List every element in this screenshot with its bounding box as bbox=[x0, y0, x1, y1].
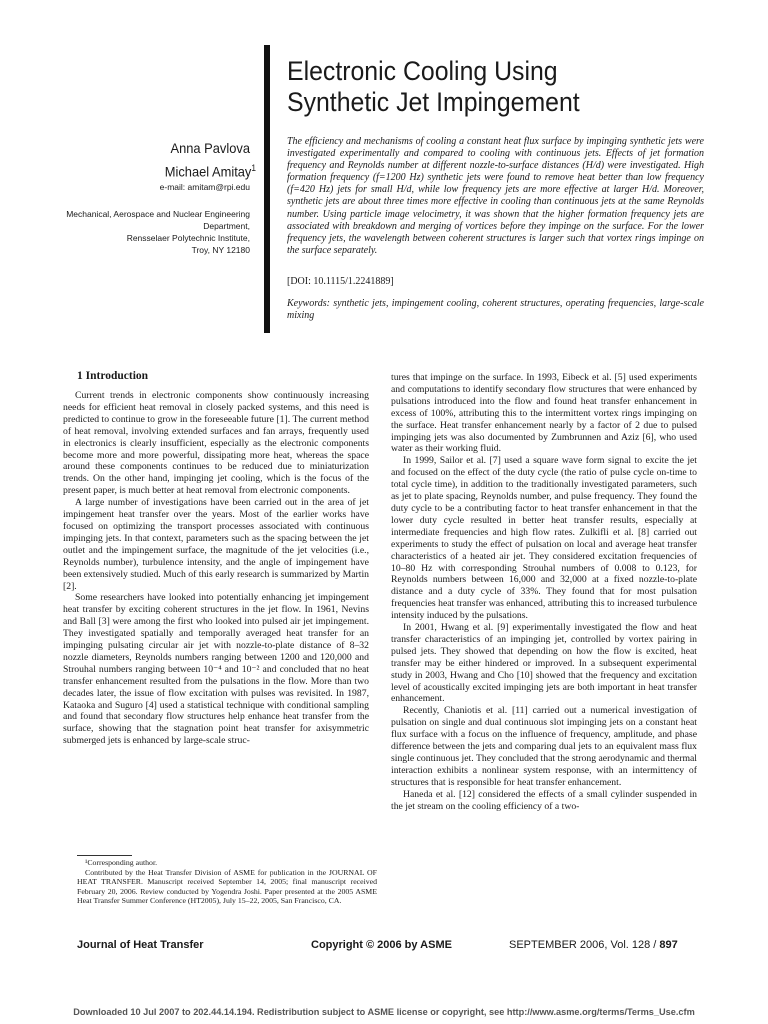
affiliation-line: Department, bbox=[203, 221, 250, 231]
footer-journal: Journal of Heat Transfer bbox=[77, 939, 204, 951]
doi: [DOI: 10.1115/1.2241889] bbox=[287, 276, 394, 287]
author-name: Anna Pavlova bbox=[170, 140, 250, 156]
author-name-text: Michael Amitay bbox=[164, 163, 252, 180]
paragraph: Recently, Chaniotis et al. [11] carried out a numerical investigation of pulsation on single and dual continuous slot impinging jets on a constant heat flux surface with a focus on the influence of frequency, amplitude, and phase difference between the jets and comparing dual jets to an equivalent mass flux single continuous jet. They concluded that the strong aerodynamic and thermal interaction exhibits a nonlinear system response, with an intermittency of structures that is responsible for heat transfer enhancement. bbox=[391, 705, 697, 788]
keywords: Keywords: synthetic jets, impingement cooling, coherent structures, operating frequencies, large-scale mixing bbox=[287, 298, 704, 322]
paragraph: A large number of investigations have been carried out in the area of jet impingement heat transfer over the years. Most of the earlier works have focused on optimizing the transport processes associated with continuous impinging jets. In that context, parameters such as the spacing between the jet outlet and the impingement surface, the magnitude of the jet velocities (i.e., Reynolds number), turbulence intensity, and the angle of impingement have been extensively studied. Much of this early research is summarized by Martin [2]. bbox=[63, 497, 369, 592]
section-heading: 1 Introduction bbox=[77, 370, 149, 382]
footnote-divider bbox=[77, 855, 132, 856]
title-line: Synthetic Jet Impingement bbox=[287, 87, 580, 117]
footnote: Contributed by the Heat Transfer Division of ASME for publication in the JOURNAL OF HEAT TRANSFER. Manuscript received September 14, 2005; final manuscript received February 20, 2006. Review conducted by Yogendra Joshi. Paper presented at the 2005 ASME Heat Transfer Summer Conference (HT2005), July 15–22, 2005, San Francisco, CA. bbox=[77, 867, 377, 906]
author-name bbox=[131, 163, 256, 180]
footer-copyright: Copyright © 2006 by ASME bbox=[311, 939, 452, 951]
issue-text: SEPTEMBER 2006, Vol. 128 bbox=[509, 939, 651, 951]
paragraph: In 2001, Hwang et al. [9] experimentally investigated the flow and heat transfer characteristics of an impinging jet, controlled by vortex pairing in pulsed jets. They showed that depending on how the flow is excited, heat transfer may be either hindered or improved. In a subsequent experimental study in 2003, Hwang and Cho [10] showed that the frequency and excitation level of acoustically excited impinging jets are both important in heat transfer enhancement. bbox=[391, 622, 697, 705]
paragraph: In 1999, Sailor et al. [7] used a square wave form signal to excite the jet and focused on the effect of the duty cycle (the ratio of pulse cycle on-time to total cycle time), in addition to the traditionally investigated parameters, such as jet to plate spacing, Reynolds number, and pulse frequency. They found the duty cycle to be a contributing factor to heat transfer enhancement in that the lower duty cycle resulted in better heat transfer results, especially at intermediate frequencies and high flow rates. Zulkifli et al. [8] carried out experiments to study the effect of pulsation on local and average heat transfer characteristics of a heated air jet. They considered excitation frequencies of 10–80 Hz with corresponding Strouhal numbers of 0.008 to 0.123, for Reynolds numbers between 16,000 and 32,000 at a fixed nozzle-to-plate distance and a duty cycle of 33%. They found that for most pulsation frequencies heat transfer was enhanced, attributing this to increased turbulence intensity induced by the pulsations. bbox=[391, 455, 697, 622]
title-line: Electronic Cooling Using bbox=[287, 56, 558, 86]
footnote: ¹Corresponding author. bbox=[85, 858, 158, 867]
paragraph: tures that impinge on the surface. In 1993, Eibeck et al. [5] used experiments and computations to identify secondary flow structures that were enhanced by pulsations introduced into the flow and found heat transfer enhancement in excess of 100%, attributing this to the intermittent vortex rings impinging on the surface. Heat transfer enhancement nearly by a factor of 2 due to pulsed impinging jets was also documented by Zumbrunnen and Aziz [6], who used water as their working fluid. bbox=[391, 372, 697, 455]
title-rule bbox=[264, 45, 270, 333]
footnote-mark: 1 bbox=[251, 163, 256, 173]
paper-title bbox=[287, 56, 673, 118]
affiliation bbox=[60, 208, 250, 256]
page-number: 897 bbox=[659, 939, 678, 951]
author-email: e-mail: amitam@rpi.edu bbox=[159, 182, 250, 192]
affiliation-line: Troy, NY 12180 bbox=[191, 245, 250, 255]
body-column-right bbox=[391, 372, 697, 813]
paragraph: Haneda et al. [12] considered the effects of a small cylinder suspended in the jet stream on the cooling efficiency of a two- bbox=[391, 788, 697, 812]
affiliation-line: Rensselaer Polytechnic Institute, bbox=[126, 233, 250, 243]
affiliation-line: Mechanical, Aerospace and Nuclear Engineering bbox=[66, 209, 250, 219]
footnotes bbox=[77, 858, 377, 906]
footer-issue: SEPTEMBER 2006, Vol. 128 / 897 bbox=[509, 939, 678, 951]
abstract: The efficiency and mechanisms of cooling a constant heat flux surface by impinging synthetic jets were investigated experimentally and compared to cooling with continuous jets. Effects of jet formation frequency and Reynolds number at different nozzle-to-surface distances (H/d) were investigated. High formation frequency (f=1200 Hz) synthetic jets were found to remove heat better than low frequency (f=420 Hz) jets for small H/d, while low frequency jets are more effective at larger H/d. Moreover, synthetic jets are about three times more effective in cooling than continuous jets at the same Reynolds number. Using particle image velocimetry, it was shown that the higher formation frequency jets are associated with breakdown and merging of vortices before they impinge on the surface. For the lower frequency jets, the wavelength between coherent structures is larger such that vortex rings impinge on the surface separately. bbox=[287, 136, 704, 256]
download-notice: Downloaded 10 Jul 2007 to 202.44.14.194. Redistribution subject to ASME license or copyright, see http://www.asme.org/terms/Terms_Use.cfm bbox=[73, 1007, 695, 1017]
body-column-left bbox=[63, 390, 369, 747]
paragraph: Some researchers have looked into potentially enhancing jet impingement heat transfer by exciting coherent structures in the jet flow. In 1961, Nevins and Ball [3] were among the first who looked into pulsed air jet impingement. They investigated spatially and temporally averaged heat transfer for an impinging pulsating circular air jet with nozzle-to-plate distance of 8–32 nozzle diameters, Reynolds numbers ranging between 1200 and 120,000 and Strouhal numbers ranging between 10⁻⁴ and 10⁻² and concluded that no heat transfer enhancement resulted from the pulsations in the flow. More than two decades later, the issue of flow excitation with pulses was revisited. In 1987, Kataoka and Suguro [4] used a statistical technique with conditional sampling and found that secondary flow structures help enhance heat transfer from the surface, showing that the stagnation point heat transfer for axisymmetric submerged jets is enhanced by large-scale struc- bbox=[63, 592, 369, 747]
paragraph: Current trends in electronic components show continuously increasing needs for efficient heat removal in closely packed systems, and this need is predicted to continue to grow in the foreseeable future [1]. The current method of heat removal, involving extended surfaces and fan arrays, frequently used in electronics is clearly insufficient, especially as the electronic components become more and more powerful, dissipating more heat, whereas the space around these components continues to be reduced due to miniaturization trends. On the other hand, impinging jet cooling, which is the focus of the present paper, is much better at heat removal from electronic components. bbox=[63, 390, 369, 497]
